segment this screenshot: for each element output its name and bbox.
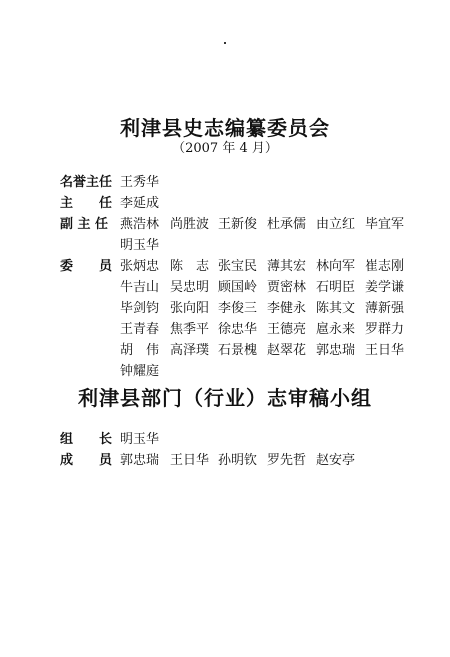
- member-name: 钟耀庭: [120, 364, 160, 379]
- member-name: 李延成: [120, 196, 160, 211]
- member-name: 张炳忠: [120, 259, 160, 274]
- member-name: 毕宜军: [365, 217, 405, 232]
- member-name: 牛吉山: [120, 280, 160, 295]
- member-name: 张向阳: [170, 301, 210, 316]
- role-label: 成 员: [60, 453, 113, 468]
- member-name: 郭忠瑞: [316, 343, 356, 358]
- member-name: 赵安亭: [316, 453, 356, 468]
- member-name: 杜承儒: [267, 217, 307, 232]
- member-name: 李俊三: [218, 301, 258, 316]
- member-name: 赵翠花: [267, 343, 307, 358]
- member-name: 吴忠明: [170, 280, 210, 295]
- member-name: 扈永来: [316, 322, 356, 337]
- committee-date: （2007 年 4 月）: [172, 141, 278, 156]
- member-name: 林向军: [316, 259, 356, 274]
- member-name: 王青春: [120, 322, 160, 337]
- role-label: 主 任: [60, 196, 113, 211]
- member-name: 明玉华: [120, 238, 160, 253]
- member-name: 王日华: [170, 453, 210, 468]
- member-name: 王新俊: [218, 217, 258, 232]
- member-name: 薄新强: [365, 301, 405, 316]
- member-name: 徐忠华: [218, 322, 258, 337]
- member-name: 石景槐: [218, 343, 258, 358]
- member-name: 胡 伟: [120, 343, 160, 358]
- member-name: 郭忠瑞: [120, 453, 160, 468]
- member-name: 张宝民: [218, 259, 258, 274]
- member-name: 孙明钦: [218, 453, 258, 468]
- member-name: 由立红: [316, 217, 356, 232]
- member-name: 王秀华: [120, 175, 160, 190]
- member-name: 尚胜波: [170, 217, 210, 232]
- member-name: 石明臣: [316, 280, 356, 295]
- member-name: 明玉华: [120, 432, 160, 447]
- member-name: 顾国岭: [218, 280, 258, 295]
- member-name: 燕浩林: [120, 217, 160, 232]
- member-name: 王日华: [365, 343, 405, 358]
- member-name: 贾密林: [267, 280, 307, 295]
- role-label: 委 员: [60, 259, 113, 274]
- member-name: 高泽璞: [170, 343, 210, 358]
- member-name: 薄其宏: [267, 259, 307, 274]
- role-label: 组 长: [60, 432, 113, 447]
- member-name: 王德亮: [267, 322, 307, 337]
- role-label: 副 主 任: [60, 217, 109, 232]
- member-name: 罗群力: [365, 322, 405, 337]
- group-title: 利津县部门（行业）志审稿小组: [78, 386, 372, 410]
- member-name: 姜学谦: [365, 280, 405, 295]
- committee-title: 利津县史志编纂委员会: [120, 116, 330, 140]
- role-label: 名誉主任: [60, 175, 113, 190]
- member-name: 毕剑钧: [120, 301, 160, 316]
- member-name: 罗先哲: [267, 453, 307, 468]
- member-name: 李健永: [267, 301, 307, 316]
- member-name: 焦季平: [170, 322, 210, 337]
- top-mark: [224, 42, 226, 44]
- member-name: 陈其文: [316, 301, 356, 316]
- member-name: 陈 志: [170, 259, 210, 274]
- member-name: 崔志刚: [365, 259, 405, 274]
